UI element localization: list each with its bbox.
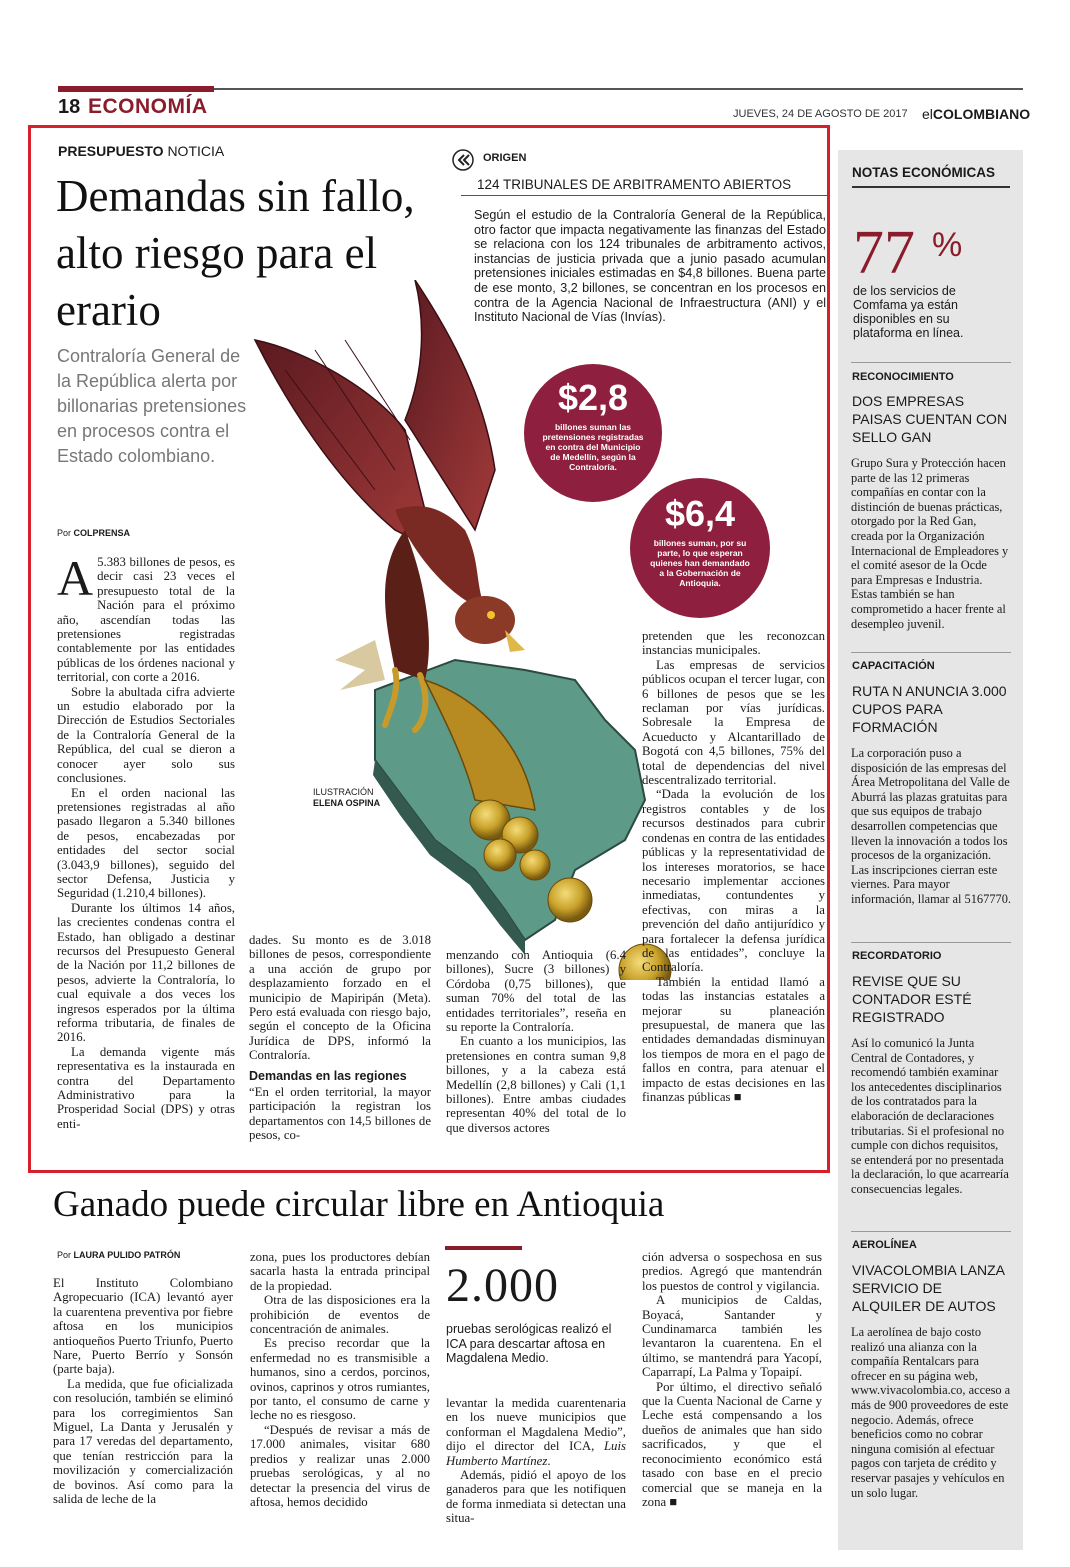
sidebar-item-label: CAPACITACIÓN: [852, 660, 935, 672]
paragraph: La medida, que fue oficializada con resolución, también se eliminó para los corregimientos San Miguel, La Danta y Jerusalén y para 17 veredas del departamento, que tenían restricción para la movilización y comercialización de bovinos. Así como para la salida de leche de la: [53, 1376, 233, 1507]
origin-divider: [461, 195, 827, 196]
sidebar-stat-value: 77: [853, 219, 915, 287]
article2-headline: Ganado puede circular libre en Antioquia: [53, 1184, 665, 1225]
origin-label: ORIGEN: [483, 152, 527, 164]
paragraph: ción adversa o sospechosa en sus predios. Agregó que mantendrán los puestos de control y vigilancia.: [642, 1250, 822, 1293]
dateline: JUEVES, 24 DE AGOSTO DE 2017: [733, 108, 908, 120]
sidebar-divider: [851, 362, 1011, 363]
paragraph: pretenden que les reconozcan instancias municipales.: [642, 629, 825, 658]
article-headline: Demandas sin fallo, alto riesgo para el erario: [56, 171, 415, 335]
sidebar-item-text: La aerolínea de bajo costo realizó una alianza con la compañía Rentalcars para ofrecer en su página web, www.vivacolombia.co, acceso a más de 900 proveedores de este negocio. Además, ofrece beneficios como no cobrar ninguna comisión al efectuar pagos con tarjeta de crédito y reservar pasajes y vehículos en un solo lugar.: [851, 1325, 1011, 1500]
origin-text: Según el estudio de la Contraloría General de la República, otro factor que impacta negativamente las finanzas del Estado se relaciona con los 124 tribunales de arbitramento activos, instancias de justicia privada que a junio pasado acumulan pretensiones iniciales estimadas en $4,8 billones. Buena parte de ese monto, 3,2 billones, se concentran en los procesos en contra de la Agencia Nacional de Infraestructura (ANI) y el Instituto Nacional de Vías (Invías).: [474, 208, 826, 325]
chevron-left-icon: [452, 149, 476, 176]
sidebar-item-text: Así lo comunicó la Junta Central de Contadores, y recomendó también examinar los antecedentes disciplinarios de los contratados para la elaboración de declaraciones tributarias. Si el profesional no cumple con dichos requisitos, se entenderá por no presentada la declaración, lo que acarrearía consecuencias legales.: [851, 1036, 1009, 1196]
brand-logo: [922, 106, 1030, 122]
sidebar-divider: [851, 942, 1011, 943]
paragraph-text: 5.383 billones de pesos, es decir casi 23 veces el presupuesto total de la Nación para el próximo año, ascendían todas las pretensiones registradas contablemente por las entidades públicas de los órdenes nacional y territorial, con corte a 2016.: [57, 555, 235, 685]
paragraph: El Instituto Colombiano Agropecuario (ICA) levantó ayer la cuarentena preventiva por fiebre aftosa en los municipios antioqueños Puerto Triunfo, Puerto Nare, Puerto Berrío y Sonsón (parte baja).: [53, 1276, 233, 1377]
kicker-type: NOTICIA: [167, 143, 225, 159]
bubble-figure: $6,4: [664, 493, 736, 534]
paragraph: Las empresas de servicios públicos ocupan el tercer lugar, con 6 billones de pesos que se les reclaman por vías jurídicas. Sobresale la Empresa de Acueducto y Alcantarillado de Bogotá con 4,5 billones, 75% del total de dependencias del nivel descentralizado territorial.: [642, 657, 825, 788]
article-column-3: [446, 948, 626, 1135]
illustration-credit-label: ILUSTRACIÓN: [313, 787, 374, 797]
sidebar-stat-unit: %: [932, 226, 963, 264]
sidebar-item-text: La corporación puso a disposición de las empresas del Área Metropolitana del Valle de Aburrá las plazas gratuitas para que sus equipos de trabajo desarrollen competencias que lleven la innovación a todos los procesos de la organización. Las inscripciones cierran este viernes. Para mayor información, llamar al 5167770.: [851, 746, 1012, 906]
byline-prefix: Por: [57, 1250, 72, 1260]
stat-accent-rule: [445, 1246, 522, 1250]
article2-byline: [57, 1250, 180, 1260]
byline-author: COLPRENSA: [73, 528, 131, 538]
dropcap: A: [57, 550, 94, 606]
paragraph: Es preciso recordar que la enfermedad no es transmisible a humanos, sino a cerdos, porcinos, ovinos, caprinos y otros rumiantes, por tanto, el consumo de carne y leche no es riesgoso.: [250, 1336, 430, 1423]
end-mark: ■: [669, 1494, 678, 1509]
stat-bubble-medellin: [524, 364, 662, 502]
article2-column-4: [642, 1250, 822, 1509]
section-name: ECONOMÍA: [88, 95, 208, 118]
end-mark: ■: [733, 1090, 742, 1104]
paragraph-text: levantar la medida cuarentenaria en los nueve municipios que conforman el Magdalena Medio”, dijo el director del ICA,: [446, 1396, 626, 1454]
sidebar-item-label: RECORDATORIO: [852, 950, 942, 962]
paragraph: La demanda vigente más representativa es la instaurada en contra del Departamento Administrativo para la Prosperidad Social (DPS) y otras enti-: [57, 1044, 235, 1131]
brand-name: COLOMBIANO: [932, 106, 1031, 122]
article-deck: Contraloría General de la República alerta por billonarias pretensiones en procesos contra el Estado colombiano.: [57, 346, 247, 466]
article2-stat-value: 2.000: [446, 1259, 559, 1312]
quoted-person: Luis Humberto Martínez: [446, 1439, 626, 1468]
article2-column-2: [250, 1250, 430, 1509]
article-column-1: [57, 550, 235, 1131]
paragraph: Sobre la abultada cifra advierte un estudio elaborado por la Dirección de Estudios Sectoriales de la Contraloría General de la República, del cual se dieron a conocer ayer solo sus conclusiones.: [57, 684, 235, 786]
sidebar-item-head: DOS EMPRESAS PAISAS CUENTAN CON SELLO GAN: [852, 393, 1008, 445]
paragraph: [642, 975, 825, 1105]
paragraph: zona, pues los productores debían sacarla hasta la entrada principal de la propiedad.: [250, 1250, 430, 1293]
article2-column-1: [53, 1276, 233, 1507]
sidebar-item-head: RUTA N ANUNCIA 3.000 CUPOS PARA FORMACIÓN: [852, 683, 1007, 735]
article-column-2: [249, 933, 431, 1143]
byline-prefix: Por: [57, 528, 72, 538]
sidebar-divider: [851, 652, 1011, 653]
paragraph-text: Por último, el directivo señaló que la Cuenta Nacional de Carne y Leche está compensando a los dueños de animales que han sido sacrificados, y que el reconocimiento económico está tasado con base en el precio comercial que se maneja en la zona: [642, 1379, 822, 1509]
paragraph: “Dada la evolución de los registros contables y de los recursos destinados para cubrir condenas en contra de las entidades públicas y la representatividad de los intereses moratorios, se hace necesario implementar acciones inmediatas, contundentes y efectivas, con miras a la prevención del daño antijurídico y para fortalecer la defensa jurídica de las entidades”, concluye la Contraloría.: [642, 787, 825, 975]
illustration-credit: [313, 787, 380, 809]
article-column-4: [642, 629, 825, 1104]
article2-stat-text: pruebas serológicas realizó el ICA para descartar aftosa en Magdalena Medio.: [446, 1322, 612, 1365]
sidebar-item-label: AEROLÍNEA: [852, 1239, 917, 1251]
kicker-topic: PRESUPUESTO: [58, 143, 164, 159]
paragraph: [642, 1380, 822, 1510]
sidebar-item-head: REVISE QUE SU CONTADOR ESTÉ REGISTRADO: [852, 973, 972, 1025]
bubble-caption: billones suman, por su parte, lo que esperan quienes han demandado a la Gobernación de Antioquia.: [650, 538, 750, 588]
paragraph-text: También la entidad llamó a todas las instancias estatales a mejorar su planeación presupuestal, de manera que las entidades demandadas disminuyan los tiempos de mora en el pago de fallos en contra, para atenuar el impacto de estas decisiones en las finanzas públicas: [642, 974, 825, 1104]
page-number: 18: [58, 96, 81, 118]
paragraph: En cuanto a los municipios, las pretensiones en contra suman 9,8 billones, y a la cabeza está Medellín (2,8 billones) y Cali (1,1 billones). Entre ambas ciudades representan 40% del total de lo que diversos actores: [446, 1034, 626, 1135]
sidebar-divider: [851, 1231, 1011, 1232]
sidebar-item-head: VIVACOLOMBIA LANZA SERVICIO DE ALQUILER DE AUTOS: [852, 1262, 1005, 1314]
bubble-figure: $2,8: [557, 377, 629, 418]
paragraph: [57, 550, 235, 685]
sidebar-title: NOTAS ECONÓMICAS: [852, 165, 996, 180]
paragraph: “En el orden territorial, la mayor participación la registran los departamentos con 14,5 billones de pesos, co-: [249, 1085, 431, 1143]
paragraph: Además, pidió el apoyo de los ganaderos para que les notifiquen de forma inmediata si detectan una situa-: [446, 1468, 626, 1526]
sidebar-item-text: Grupo Sura y Protección hacen parte de las 12 primeras compañías en contar con la distinción de buenas prácticas, otorgado por la Red Gan, creada por la Organización Internacional de Empleadores y el comité asesor de la Ocde para Empresas e Industria. Estas también se han comprometido a hacer frente al desempleo juvenil.: [851, 456, 1009, 631]
stat-bubble-antioquia: [630, 478, 770, 618]
article2-column-3: [446, 1396, 626, 1526]
section-color-bar: [58, 86, 214, 92]
sidebar-stat-text: de los servicios de Comfama ya están disponibles en su plataforma en línea.: [853, 284, 964, 340]
brand-prefix: el: [922, 106, 933, 122]
paragraph: Otra de las disposiciones era la prohibición de eventos de concentración de animales.: [250, 1293, 430, 1337]
paragraph: En el orden nacional las pretensiones registradas al año pasado llegaron a 5.340 billones de pesos, encabezadas por entidades del sector social (3.043,9 billones), seguido del sector Defensa, Justicia y Seguridad (1.210,4 billones).: [57, 785, 235, 901]
section-subhead: Demandas en las regiones: [249, 1068, 407, 1083]
illustration-credit-name: ELENA OSPINA: [313, 798, 381, 808]
sidebar-title-rule: [852, 186, 1010, 188]
paragraph-text: .: [547, 1453, 551, 1468]
paragraph: A municipios de Caldas, Boyacá, Santander y Cundinamarca también les levantaron la cuarentena. En el último, se mantendrá para Yacopí, Caparrapí, La Palma y Topaipí.: [642, 1293, 822, 1380]
bubble-caption: billones suman las pretensiones registradas en contra del Municipio de Medellín, según la Contraloría.: [542, 422, 644, 472]
paragraph: menzando con Antioquia (6.4 billones), Sucre (3 billones) y Córdoba (0,75 billones), que suman 70% del total de las entidades territoriales”, reseña en su reporte la Contraloría.: [446, 948, 626, 1035]
paragraph: [446, 1396, 626, 1468]
paragraph: Durante los últimos 14 años, las crecientes condenas contra el Estado, han obligado a destinar recursos del Presupuesto General de la Nación por 11,2 billones de pesos, advierte la Contraloría, lo cual equivale a dos veces los ingresos esperados por la última reforma tributaria, de finales de 2016.: [57, 900, 235, 1045]
article-byline: [57, 528, 130, 538]
paragraph: “Después de revisar a más de 17.000 animales, visitar 680 predios y realizar unas 2.000 pruebas serológicas, y al no detectar la presencia del virus de aftosa, hemos decidido: [250, 1422, 430, 1509]
article-kicker: [58, 143, 224, 159]
origin-title: 124 TRIBUNALES DE ARBITRAMENTO ABIERTOS: [477, 177, 792, 192]
sidebar-item-label: RECONOCIMIENTO: [852, 371, 954, 383]
paragraph: dades. Su monto es de 3.018 billones de pesos, correspondiente a una acción de grupo por desplazamiento forzado en el municipio de Mapiripán (Meta). Pero está evaluada con riesgo bajo, según el concepto de la Oficina Jurídica de DPS, informó la Contraloría.: [249, 933, 431, 1063]
byline-author: LAURA PULIDO PATRÓN: [73, 1250, 181, 1260]
